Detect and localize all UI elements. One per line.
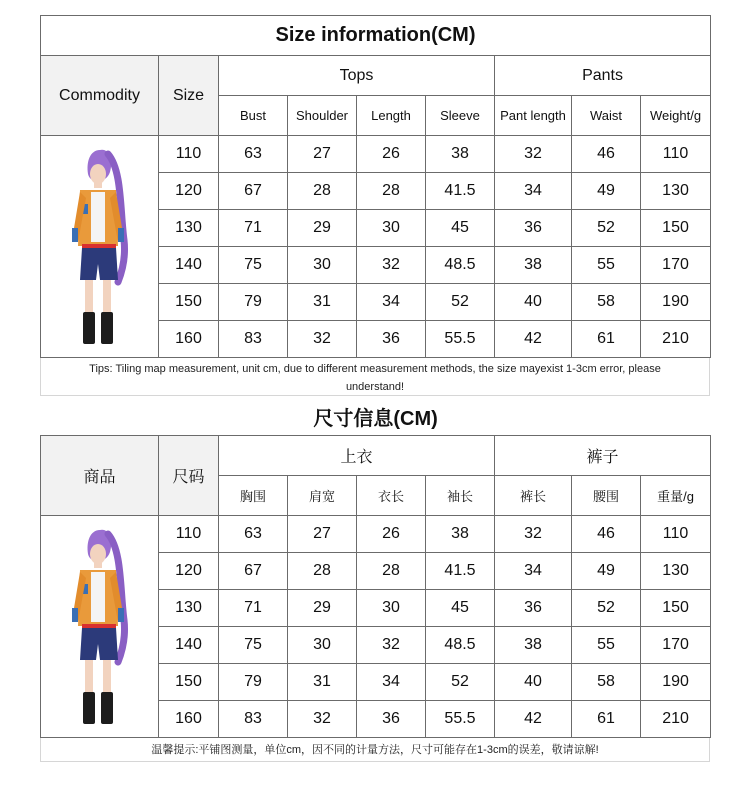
column-header: Bust	[219, 96, 288, 136]
column-header: 胸围	[219, 476, 288, 516]
table-cell: 29	[288, 210, 357, 247]
table-cell: 52	[426, 284, 495, 321]
column-header: Shoulder	[288, 96, 357, 136]
table-cell: 83	[219, 701, 288, 738]
table-cell: 130	[159, 590, 219, 627]
table-cell: 58	[572, 284, 641, 321]
size-table-chinese	[40, 398, 711, 738]
table-cell: 28	[288, 173, 357, 210]
table-cell: 170	[641, 627, 711, 664]
table-cell: 63	[219, 136, 288, 173]
table-cell: 150	[159, 664, 219, 701]
measurement-tip: Tips: Tiling map measurement, unit cm, due to different measurement methods, the size mayexist 1-3cm error, please understand!	[40, 358, 710, 396]
table-cell: 67	[219, 553, 288, 590]
girl-costume-illustration	[60, 140, 140, 354]
table-cell: 28	[357, 173, 426, 210]
table-cell: 27	[288, 516, 357, 553]
table-cell: 38	[426, 516, 495, 553]
table-cell: 160	[159, 701, 219, 738]
table-cell: 52	[572, 590, 641, 627]
table-cell: 38	[495, 247, 572, 284]
table-cell: 190	[641, 284, 711, 321]
table-cell: 110	[159, 516, 219, 553]
table-cell: 38	[426, 136, 495, 173]
table-cell: 49	[572, 173, 641, 210]
table-cell: 26	[357, 136, 426, 173]
column-header: 腰围	[572, 476, 641, 516]
table-cell: 27	[288, 136, 357, 173]
size-header: Size	[159, 56, 219, 136]
column-header: Waist	[572, 96, 641, 136]
table-cell: 30	[288, 247, 357, 284]
table-title: Size information(CM)	[41, 16, 711, 56]
table-cell: 36	[495, 590, 572, 627]
table-cell: 45	[426, 590, 495, 627]
table-cell: 31	[288, 664, 357, 701]
table-cell: 36	[495, 210, 572, 247]
table-cell: 29	[288, 590, 357, 627]
product-image	[41, 516, 159, 738]
table-cell: 32	[288, 701, 357, 738]
table-cell: 110	[159, 136, 219, 173]
table-cell: 75	[219, 627, 288, 664]
column-header: 肩宽	[288, 476, 357, 516]
table-cell: 40	[495, 664, 572, 701]
table-cell: 31	[288, 284, 357, 321]
table-cell: 120	[159, 173, 219, 210]
table-cell: 30	[288, 627, 357, 664]
commodity-header: 商品	[41, 436, 159, 516]
table-cell: 26	[357, 516, 426, 553]
table-cell: 140	[159, 627, 219, 664]
table-cell: 49	[572, 553, 641, 590]
table-cell: 32	[288, 321, 357, 358]
table-cell: 170	[641, 247, 711, 284]
table-cell: 30	[357, 590, 426, 627]
table-cell: 67	[219, 173, 288, 210]
table-cell: 190	[641, 664, 711, 701]
table-cell: 75	[219, 247, 288, 284]
table-cell: 40	[495, 284, 572, 321]
table-cell: 110	[641, 516, 711, 553]
column-header: 重量/g	[641, 476, 711, 516]
table-cell: 210	[641, 321, 711, 358]
table-cell: 71	[219, 210, 288, 247]
table-cell: 71	[219, 590, 288, 627]
table-cell: 83	[219, 321, 288, 358]
column-header: Length	[357, 96, 426, 136]
table-cell: 61	[572, 321, 641, 358]
table-cell: 55	[572, 247, 641, 284]
pants-group-header: Pants	[495, 56, 711, 96]
column-header: 衣长	[357, 476, 426, 516]
tops-group-header: Tops	[219, 56, 495, 96]
table-cell: 46	[572, 136, 641, 173]
size-header: 尺码	[159, 436, 219, 516]
table-cell: 48.5	[426, 247, 495, 284]
table-cell: 58	[572, 664, 641, 701]
table-cell: 48.5	[426, 627, 495, 664]
table-cell: 130	[641, 173, 711, 210]
table-cell: 130	[159, 210, 219, 247]
table-cell: 41.5	[426, 553, 495, 590]
table-cell: 55.5	[426, 701, 495, 738]
table-cell: 150	[641, 210, 711, 247]
tops-group-header: 上衣	[219, 436, 495, 476]
table-cell: 63	[219, 516, 288, 553]
size-chart-chinese	[40, 398, 710, 762]
measurement-tip: 温馨提示:平铺图测量，单位cm，因不同的计量方法，尺寸可能存在1-3cm的误差，敬请谅解!	[40, 738, 710, 762]
column-header: Sleeve	[426, 96, 495, 136]
table-cell: 52	[572, 210, 641, 247]
table-cell: 160	[159, 321, 219, 358]
table-cell: 130	[641, 553, 711, 590]
table-cell: 150	[641, 590, 711, 627]
table-cell: 110	[641, 136, 711, 173]
table-cell: 61	[572, 701, 641, 738]
table-cell: 34	[357, 664, 426, 701]
table-cell: 34	[495, 173, 572, 210]
table-cell: 79	[219, 284, 288, 321]
table-cell: 36	[357, 701, 426, 738]
column-header: 裤长	[495, 476, 572, 516]
column-header: Pant length	[495, 96, 572, 136]
table-cell: 42	[495, 701, 572, 738]
girl-costume-illustration	[60, 520, 140, 734]
table-cell: 32	[357, 247, 426, 284]
table-cell: 34	[357, 284, 426, 321]
column-header: 袖长	[426, 476, 495, 516]
product-image	[41, 136, 159, 358]
table-cell: 38	[495, 627, 572, 664]
table-cell: 140	[159, 247, 219, 284]
table-cell: 42	[495, 321, 572, 358]
table-cell: 32	[357, 627, 426, 664]
table-cell: 32	[495, 516, 572, 553]
table-cell: 55	[572, 627, 641, 664]
table-cell: 36	[357, 321, 426, 358]
table-cell: 30	[357, 210, 426, 247]
table-cell: 52	[426, 664, 495, 701]
pants-group-header: 裤子	[495, 436, 711, 476]
table-cell: 55.5	[426, 321, 495, 358]
table-cell: 41.5	[426, 173, 495, 210]
table-cell: 34	[495, 553, 572, 590]
table-cell: 28	[357, 553, 426, 590]
table-cell: 120	[159, 553, 219, 590]
table-cell: 210	[641, 701, 711, 738]
table-title: 尺寸信息(CM)	[41, 398, 711, 436]
table-cell: 150	[159, 284, 219, 321]
size-table-english	[40, 15, 711, 358]
table-cell: 79	[219, 664, 288, 701]
commodity-header: Commodity	[41, 56, 159, 136]
table-cell: 46	[572, 516, 641, 553]
size-chart-english	[40, 15, 710, 396]
column-header: Weight/g	[641, 96, 711, 136]
table-cell: 32	[495, 136, 572, 173]
table-cell: 45	[426, 210, 495, 247]
table-cell: 28	[288, 553, 357, 590]
